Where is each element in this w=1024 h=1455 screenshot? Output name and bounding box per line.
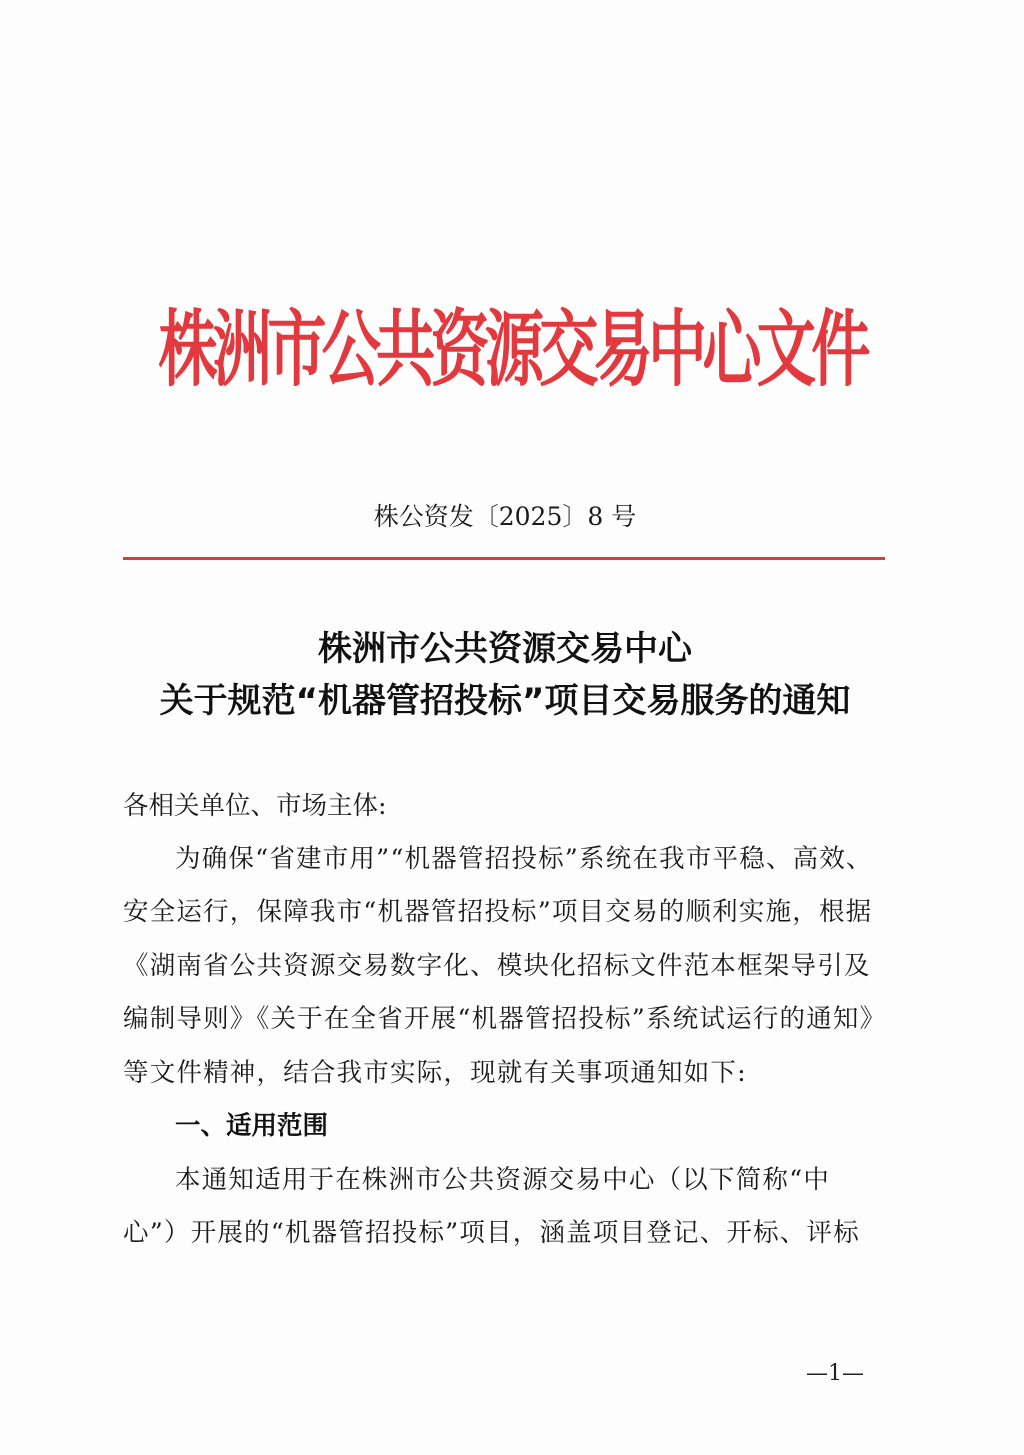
notice-title-line-2: 关于规范“机器管招投标”项目交易服务的通知 (159, 681, 851, 721)
paragraph-1-line-2: 安全运行，保障我市“机器管招投标”项目交易的顺利实施，根据 (123, 897, 873, 927)
paragraph-2-line-2: 心”）开展的“机器管招投标”项目，涵盖项目登记、开标、评标 (123, 1218, 860, 1248)
salutation: 各相关单位、市场主体: (123, 791, 387, 821)
notice-title-line-1: 株洲市公共资源交易中心 (318, 629, 692, 669)
document-number: 株公资发〔2025〕8 号 (373, 502, 637, 531)
document-header-title: 株洲市公共资源交易中心文件 (158, 301, 866, 399)
red-divider-line (123, 557, 885, 560)
paragraph-1-line-1: 为确保“省建市用”“机器管招投标”系统在我市平稳、高效、 (175, 844, 873, 874)
page-number: —1— (806, 1361, 864, 1386)
paragraph-2-line-1: 本通知适用于在株洲市公共资源交易中心（以下简称“中 (175, 1165, 831, 1195)
paragraph-1-line-4: 编制导则》《关于在全省开展“机器管招投标”系统试运行的通知》 (123, 1004, 887, 1034)
paragraph-1-line-3: 《湖南省公共资源交易数字化、模块化招标文件范本框架导引及 (123, 951, 871, 981)
paragraph-1-line-5: 等文件精神，结合我市实际，现就有关事项通知如下: (123, 1058, 747, 1088)
section-1-heading: 一、适用范围 (175, 1111, 329, 1141)
